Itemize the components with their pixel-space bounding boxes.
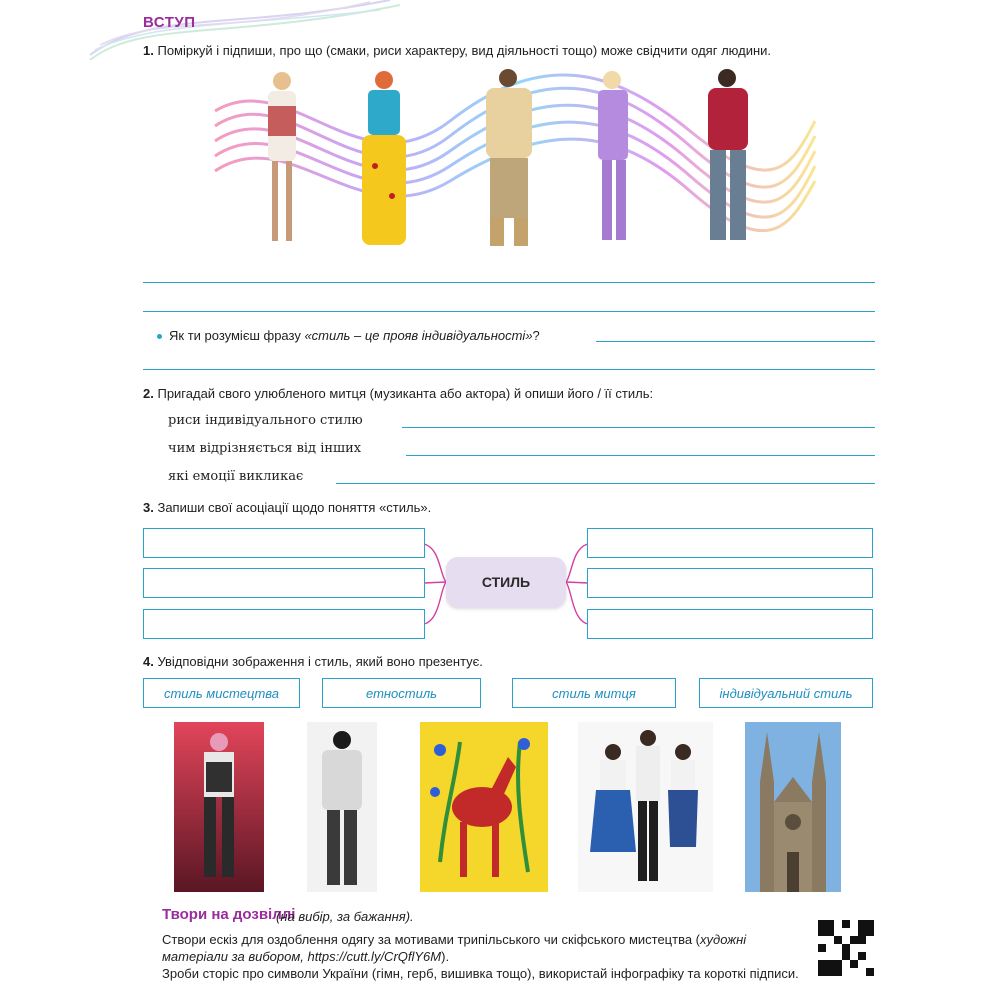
- style-option[interactable]: індивідуальний стиль: [699, 678, 873, 708]
- extra-note: (на вибір, за бажання).: [276, 909, 414, 924]
- task-2-row-label: риси індивідуального стилю: [168, 413, 363, 428]
- extra-p1-lead: Створи ескіз для оздоблення одягу за мотивами трипільського чи скіфського мистецтва (: [162, 932, 701, 947]
- answer-line[interactable]: [336, 483, 875, 484]
- answer-line[interactable]: [402, 427, 875, 428]
- question-tail: ?: [532, 328, 540, 343]
- extra-p1-tail: ).: [441, 949, 450, 964]
- association-field-left-2[interactable]: [143, 568, 425, 598]
- figure-hoodie: [708, 69, 748, 240]
- task-2-row-label: які емоції викликає: [168, 469, 304, 484]
- task-1-number: 1.: [143, 43, 154, 58]
- task-3-text: Запиши свої асоціації щодо поняття «стиль».: [157, 500, 432, 515]
- answer-line[interactable]: [143, 282, 875, 283]
- figure-embroidered: [268, 72, 296, 241]
- folk-art-horse-painting: [420, 722, 548, 892]
- task-4-text: Увідповідни зображення і стиль, який воно презентує.: [157, 654, 483, 669]
- association-field-right-2[interactable]: [587, 568, 873, 598]
- extra-paragraph-1: [162, 931, 812, 965]
- task-1-text: Поміркуй і підпиши, про що (смаки, риси характеру, вид діяльності тощо) може свідчити одяг людини.: [157, 43, 772, 58]
- question-lead: Як ти розумієш фразу: [169, 328, 305, 343]
- embroidered-clothing-photo: [578, 722, 713, 892]
- streetwear-photo: [307, 722, 377, 892]
- answer-line[interactable]: [143, 311, 875, 312]
- association-field-left-1[interactable]: [143, 528, 425, 558]
- answer-line[interactable]: [596, 341, 875, 342]
- style-option[interactable]: етностиль: [322, 678, 481, 708]
- association-field-right-1[interactable]: [587, 528, 873, 558]
- extra-title: Твори на дозвіллі: [162, 906, 296, 923]
- task-2: [143, 386, 653, 401]
- style-option[interactable]: стиль мистецтва: [143, 678, 300, 708]
- association-field-right-3[interactable]: [587, 609, 873, 639]
- extra-paragraph-2: Зроби сторіс про символи України (гімн, герб, вишивка тощо), використай інфографіку та короткі підписи.: [162, 966, 799, 981]
- task-3-number: 3.: [143, 500, 154, 515]
- question-quote: «стиль – це прояв індивідуальності»: [304, 328, 533, 343]
- section-header: ВСТУП: [143, 14, 196, 31]
- task-3: [143, 500, 431, 515]
- task-4: [143, 654, 483, 669]
- figure-streetwear: [486, 69, 532, 246]
- figure-lilac-suit: [598, 71, 628, 240]
- question-text: [157, 328, 540, 343]
- answer-line[interactable]: [406, 455, 875, 456]
- task-4-number: 4.: [143, 654, 154, 669]
- task-2-number: 2.: [143, 386, 154, 401]
- association-field-left-3[interactable]: [143, 609, 425, 639]
- task-2-row-label: чим відрізняється від інших: [168, 441, 362, 456]
- fashion-figures-illustration: [210, 66, 820, 256]
- style-option[interactable]: стиль митця: [512, 678, 676, 708]
- performer-photo: [174, 722, 264, 892]
- style-center-node: СТИЛЬ: [446, 557, 566, 607]
- answer-line[interactable]: [143, 369, 875, 370]
- qr-code-icon[interactable]: [818, 920, 874, 976]
- gothic-cathedral-photo: [745, 722, 841, 892]
- figure-colorful: [362, 71, 406, 245]
- task-1: [143, 43, 771, 58]
- extra-p1-link[interactable]: художні матеріали за вибором, https://cutt.ly/CrQflY6M: [162, 932, 747, 964]
- task-2-text: Пригадай свого улюбленого митця (музиканта або актора) й опиши його / її стиль:: [157, 386, 654, 401]
